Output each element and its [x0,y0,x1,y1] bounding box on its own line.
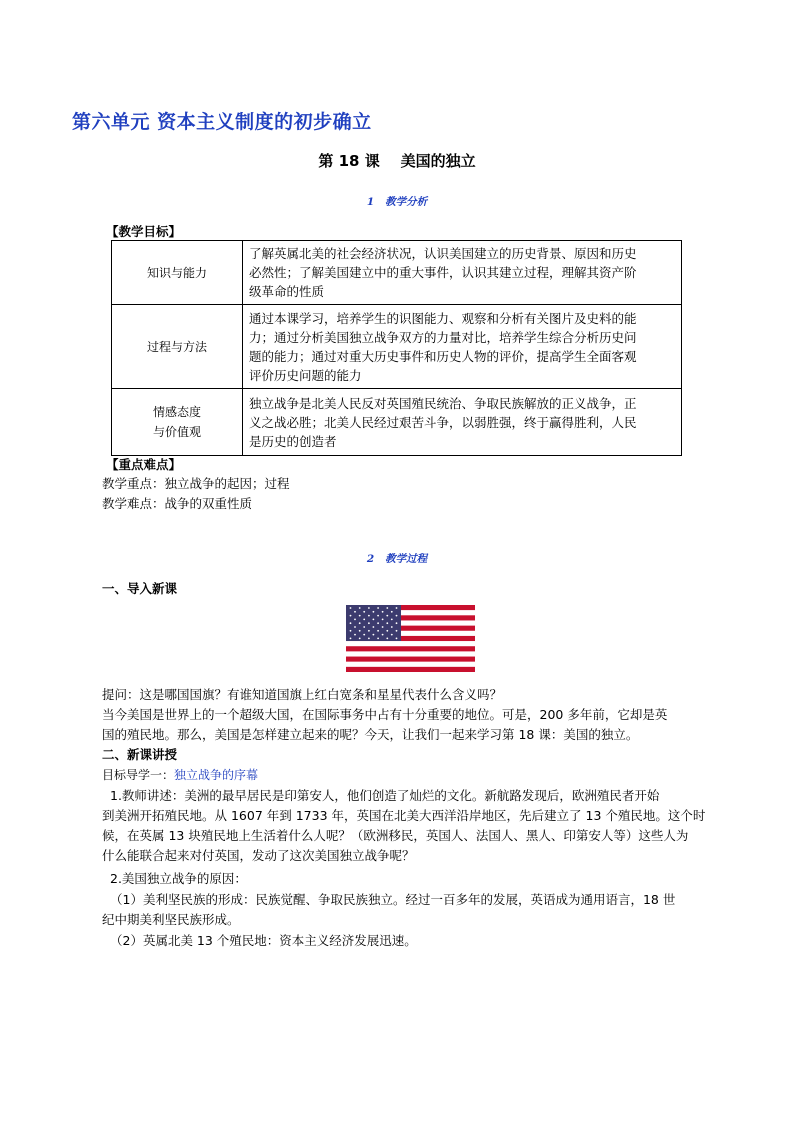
cause-item-line: （1）美利坚民族的形成：民族觉醒、争取民族独立。经过一百多年的发展，英语成为通用语言，18 世 [110,892,676,907]
cause-title: 2.美国独立战争的原因： [110,871,247,886]
flag-star [382,611,384,613]
flag-star [377,622,379,624]
key-point: 教学重点：独立战争的起因；过程 [102,476,290,491]
goals-text-line: 必然性；了解美国建立中的重大事件，认识其建立过程，理解其资产阶 [249,265,637,280]
goal-guide-prefix: 目标导学一： [102,768,175,782]
teaching-goals-label: 【教学目标】 [106,224,182,239]
goals-row-content [243,389,682,456]
flag-star [359,607,361,609]
flag-star [391,634,393,636]
difficult-point: 教学难点：战争的双重性质 [102,496,253,511]
flag-star [368,622,370,624]
flag-star [350,630,352,632]
flag-canton [346,605,401,641]
flag-star [363,611,365,613]
goals-text-line: 独立战争是北美人民反对英国殖民统治、争取民族解放的正义战争，正 [249,395,637,411]
section-heading-analysis: 1 教学分析 [366,196,428,208]
flag-stripe [346,667,475,672]
flag-star [368,615,370,617]
teacher-narration-line: 1.教师讲述：美洲的最早居民是印第安人，他们创造了灿烂的文化。新航路发现后，欧洲殖民者开始 [110,788,660,803]
flag-star [368,607,370,609]
flag-star [354,634,356,636]
flag-star [386,638,388,640]
flag-star [363,619,365,621]
teacher-narration-line: 候，在英属 13 块殖民地上生活着什么人呢？（欧洲移民，英国人、法国人、黑人、印第安人等）这些人为 [102,828,689,843]
teacher-narration-line: 什么能联合起来对付英国，发动了这次美国独立战争呢？ [102,848,415,863]
intro-question: 提问：这是哪国国旗？有谁知道国旗上红白宽条和星星代表什么含义吗？ [102,687,503,702]
flag-star [368,638,370,640]
goals-text-line: 力；通过分析美国独立战争双方的力量对比，培养学生综合分析历史问 [249,329,637,345]
flag-stripe [346,657,475,662]
flag-star [359,622,361,624]
flag-stripe [346,651,475,656]
flag-star [373,626,375,628]
part-title-intro: 一、导入新课 [102,581,178,596]
goal-guide-title: 独立战争的序幕 [174,768,259,782]
goals-label-line: 与价值观 [152,425,201,439]
cause-item-line: （2）英属北美 13 个殖民地：资本主义经济发展迅速。 [110,933,417,948]
goals-text-line: 了解英属北美的社会经济状况，认识美国建立的历史背景、原因和历史 [249,246,637,261]
flag-star [396,622,398,624]
flag-star [386,630,388,632]
key-points-label: 【重点难点】 [106,457,182,472]
flag-star [350,607,352,609]
flag-star [386,615,388,617]
goals-row-content [243,305,682,389]
us-flag-icon [346,605,475,672]
flag-star [354,619,356,621]
flag-star [350,622,352,624]
flag-star [354,611,356,613]
flag-star [373,619,375,621]
flag-stripe [346,646,475,651]
goal-guide [102,765,258,785]
intro-paragraph-line: 国的殖民地。那么，美国是怎样建立起来的呢？今天，让我们一起来学习第 18 课：美国的独立。 [102,727,639,742]
flag-stripe [346,662,475,667]
goals-row-knowledge [112,241,682,305]
goals-label-line: 情感态度 [152,405,201,419]
teacher-narration-line: 到美洲开拓殖民地。从 1607 年到 1733 年，英国在北美大西洋沿岸地区，先后建立了 13 个殖民地。这个时 [102,808,706,823]
flag-stripe [346,641,475,646]
goals-text-line: 题的能力；通过对重大历史事件和历史人物的评价，提高学生全面客观 [249,348,637,364]
flag-star [359,630,361,632]
flag-star [354,626,356,628]
flag-star [377,630,379,632]
goals-row-label: 知识与能力 [112,241,243,305]
flag-star [377,615,379,617]
lesson-title: 第 18 课 美国的独立 [318,152,476,170]
flag-star [359,638,361,640]
goals-text-line: 是历史的创造者 [249,433,337,449]
flag-star [382,634,384,636]
goals-text-line: 义之战必胜；北美人民经过艰苦斗争，以弱胜强，终于赢得胜利，人民 [249,414,637,430]
flag-star [396,630,398,632]
goals-row-label [112,389,243,456]
teaching-goals-table [111,240,682,456]
flag-star [386,607,388,609]
flag-star [396,638,398,640]
goals-row-label: 过程与方法 [112,305,243,389]
flag-star [373,611,375,613]
flag-star [359,615,361,617]
flag-star [382,626,384,628]
flag-star [350,615,352,617]
cause-item-line: 纪中期美利坚民族形成。 [102,912,240,927]
flag-star [382,619,384,621]
unit-title: 第六单元 资本主义制度的初步确立 [72,111,372,133]
part-title-new-lesson: 二、新课讲授 [102,747,178,762]
flag-star [368,630,370,632]
flag-star [396,607,398,609]
flag-star [386,622,388,624]
flag-star [391,611,393,613]
intro-paragraph-line: 当今美国是世界上的一个超级大国，在国际事务中占有十分重要的地位。可是，200 多年前，它却是英 [102,707,668,722]
flag-star [377,607,379,609]
goals-row-content [243,241,682,305]
flag-star [350,638,352,640]
flag-star [391,619,393,621]
flag-star [363,626,365,628]
goals-text-line: 评价历史问题的能力 [249,367,362,383]
goals-text-line: 通过本课学习，培养学生的识图能力、观察和分析有关图片及史料的能 [249,310,637,326]
goals-row-process [112,305,682,389]
goals-text-line: 级革命的性质 [249,284,325,299]
flag-star [363,634,365,636]
flag-star [377,638,379,640]
flag-star [396,615,398,617]
flag-star [391,626,393,628]
section-heading-process: 2 教学过程 [366,553,428,565]
flag-star [373,634,375,636]
goals-row-attitude [112,389,682,456]
